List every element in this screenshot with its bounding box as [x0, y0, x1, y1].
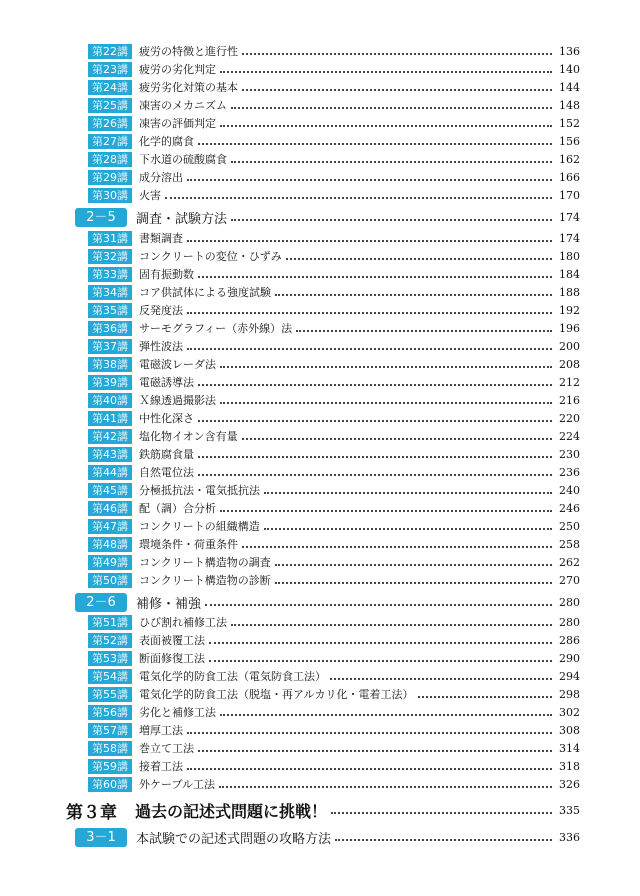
lecture-title: Ｘ線透過撮影法 [139, 394, 216, 407]
lecture-number: 第23講 [88, 62, 132, 77]
lecture-number: 第32講 [88, 249, 132, 264]
lecture-title: 表面被覆工法 [139, 634, 205, 647]
page-number: 326 [559, 777, 580, 791]
toc-chapter[interactable] [66, 798, 580, 822]
lecture-number: 第28講 [88, 152, 132, 167]
page-number: 192 [559, 303, 580, 317]
toc-entry[interactable] [88, 614, 580, 630]
page-number: 262 [559, 555, 580, 569]
toc-entry[interactable] [88, 758, 580, 774]
lecture-number: 第56講 [88, 705, 132, 720]
toc-entry[interactable] [88, 410, 580, 426]
lecture-title: 成分溶出 [139, 171, 183, 184]
leader-dots [209, 660, 552, 662]
toc-entry[interactable] [88, 632, 580, 648]
lecture-number: 第48講 [88, 537, 132, 552]
page-number: 208 [559, 357, 580, 371]
page-number: 136 [559, 44, 580, 58]
lecture-title: 鉄筋腐食量 [139, 448, 194, 461]
leader-dots [187, 732, 552, 734]
lecture-title: 接着工法 [139, 760, 183, 773]
leader-dots [335, 839, 552, 841]
lecture-title: 下水道の硫酸腐食 [139, 153, 227, 166]
page-number: 184 [559, 267, 580, 281]
leader-dots [275, 564, 552, 566]
lecture-title: 疲労の特徴と進行性 [139, 45, 238, 58]
lecture-number: 第53講 [88, 651, 132, 666]
lecture-title: 断面修復工法 [139, 652, 205, 665]
toc-entry[interactable] [88, 536, 580, 552]
leader-dots [242, 438, 552, 440]
lecture-number: 第43講 [88, 447, 132, 462]
lecture-title: 凍害の評価判定 [139, 117, 216, 130]
lecture-number: 第46講 [88, 501, 132, 516]
lecture-title: 中性化深さ [139, 412, 194, 425]
lecture-title: 塩化物イオン含有量 [139, 430, 238, 443]
toc-entry[interactable] [88, 722, 580, 738]
lecture-number: 第29講 [88, 170, 132, 185]
toc-entry[interactable] [88, 115, 580, 131]
page-number: 200 [559, 339, 580, 353]
toc-entry[interactable] [88, 428, 580, 444]
toc-entry[interactable] [88, 668, 580, 684]
toc-entry[interactable] [88, 374, 580, 390]
page-number: 240 [559, 483, 580, 497]
leader-dots [198, 143, 552, 145]
page-number: 174 [559, 210, 580, 224]
leader-dots [220, 366, 552, 368]
page-number: 318 [559, 759, 580, 773]
toc-entry[interactable] [88, 776, 580, 792]
leader-dots [165, 197, 552, 199]
leader-dots [331, 812, 552, 814]
page-number: 162 [559, 152, 580, 166]
toc-entry[interactable] [88, 572, 580, 588]
page-number: 336 [559, 830, 580, 844]
leader-dots [220, 714, 552, 716]
page-number: 144 [559, 80, 580, 94]
page-number: 170 [559, 188, 580, 202]
page-number: 148 [559, 98, 580, 112]
page-number: 140 [559, 62, 580, 76]
leader-dots [198, 384, 552, 386]
section-title: 本試験での記述式問題の攻略方法 [136, 831, 332, 847]
toc-section[interactable] [75, 207, 580, 227]
toc-entry[interactable] [88, 284, 580, 300]
leader-dots [209, 642, 552, 644]
lecture-title: 疲労劣化対策の基本 [139, 81, 238, 94]
lecture-title: 環境条件・荷重条件 [139, 538, 238, 551]
toc-entry[interactable] [88, 392, 580, 408]
lecture-title: 固有振動数 [139, 268, 194, 281]
leader-dots [418, 696, 552, 698]
toc-entry[interactable] [88, 446, 580, 462]
section-number: 3－1 [75, 828, 127, 847]
page-number: 280 [559, 595, 580, 609]
leader-dots [205, 604, 552, 606]
lecture-number: 第25講 [88, 98, 132, 113]
page-number: 314 [559, 741, 580, 755]
lecture-title: 化学的腐食 [139, 135, 194, 148]
toc-entry[interactable] [88, 704, 580, 720]
lecture-title: 劣化と補修工法 [139, 706, 216, 719]
lecture-number: 第59講 [88, 759, 132, 774]
page-number: 236 [559, 465, 580, 479]
toc-entry[interactable] [88, 97, 580, 113]
section-title: 調査・試験方法 [136, 211, 228, 227]
toc-entry[interactable] [88, 230, 580, 246]
leader-dots [187, 312, 552, 314]
page-number: 180 [559, 249, 580, 263]
toc-entry[interactable] [88, 464, 580, 480]
page-number: 156 [559, 134, 580, 148]
page-number: 250 [559, 519, 580, 533]
lecture-number: 第49講 [88, 555, 132, 570]
lecture-title: 火害 [139, 189, 161, 202]
lecture-number: 第34講 [88, 285, 132, 300]
lecture-number: 第47講 [88, 519, 132, 534]
lecture-number: 第30講 [88, 188, 132, 203]
page-number: 196 [559, 321, 580, 335]
section-number: 2－6 [75, 593, 127, 612]
lecture-title: コンクリートの組織構造 [139, 520, 260, 533]
page-number: 270 [559, 573, 580, 587]
lecture-number: 第60講 [88, 777, 132, 792]
leader-dots [242, 53, 552, 55]
leader-dots [231, 624, 552, 626]
leader-dots [198, 750, 552, 752]
lecture-number: 第41講 [88, 411, 132, 426]
toc-entry[interactable] [88, 740, 580, 756]
lecture-number: 第39講 [88, 375, 132, 390]
lecture-title: サーモグラフィー（赤外線）法 [139, 322, 293, 335]
leader-dots [296, 330, 552, 332]
leader-dots [275, 294, 552, 296]
lecture-number: 第57講 [88, 723, 132, 738]
toc-entry[interactable] [88, 356, 580, 372]
lecture-title: 電磁誘導法 [139, 376, 194, 389]
lecture-title: コンクリートの変位・ひずみ [139, 250, 282, 263]
lecture-title: コンクリート構造物の診断 [139, 574, 271, 587]
toc-section[interactable] [75, 827, 580, 847]
lecture-number: 第58講 [88, 741, 132, 756]
lecture-title: 巻立て工法 [139, 742, 194, 755]
lecture-number: 第54講 [88, 669, 132, 684]
toc-entry[interactable] [88, 266, 580, 282]
toc-entry[interactable] [88, 43, 580, 59]
lecture-title: 電気化学的防食工法（電気防食工法） [139, 670, 326, 683]
toc-entry[interactable] [88, 482, 580, 498]
page-number: 258 [559, 537, 580, 551]
lecture-number: 第27講 [88, 134, 132, 149]
section-number: 2－5 [75, 208, 127, 227]
lecture-number: 第24講 [88, 80, 132, 95]
lecture-number: 第40講 [88, 393, 132, 408]
toc-entry[interactable] [88, 248, 580, 264]
page-number: 280 [559, 615, 580, 629]
leader-dots [220, 510, 552, 512]
toc-entry[interactable] [88, 320, 580, 336]
toc-entry[interactable] [88, 79, 580, 95]
lecture-number: 第52講 [88, 633, 132, 648]
leader-dots [220, 402, 552, 404]
lecture-number: 第55講 [88, 687, 132, 702]
toc-entry[interactable] [88, 554, 580, 570]
leader-dots [187, 348, 552, 350]
page-number: 216 [559, 393, 580, 407]
toc-entry[interactable] [88, 518, 580, 534]
lecture-title: 凍害のメカニズム [139, 99, 227, 112]
page-number: 188 [559, 285, 580, 299]
toc-entry[interactable] [88, 133, 580, 149]
lecture-title: 電気化学的防食工法（脱塩・再アルカリ化・電着工法） [139, 688, 414, 701]
leader-dots [220, 71, 552, 73]
lecture-title: 疲労の劣化判定 [139, 63, 216, 76]
lecture-title: 電磁波レーダ法 [139, 358, 216, 371]
leader-dots [231, 161, 552, 163]
page-number: 246 [559, 501, 580, 515]
leader-dots [286, 258, 552, 260]
lecture-title: 配（調）合分析 [139, 502, 216, 515]
lecture-number: 第51講 [88, 615, 132, 630]
toc-entry[interactable] [88, 187, 580, 203]
page-number: 308 [559, 723, 580, 737]
toc-entry[interactable] [88, 151, 580, 167]
lecture-number: 第26講 [88, 116, 132, 131]
lecture-number: 第45講 [88, 483, 132, 498]
page-number: 166 [559, 170, 580, 184]
leader-dots [264, 528, 552, 530]
page-number: 212 [559, 375, 580, 389]
lecture-number: 第36講 [88, 321, 132, 336]
page-number: 298 [559, 687, 580, 701]
leader-dots [242, 546, 552, 548]
leader-dots [198, 420, 552, 422]
leader-dots [187, 768, 552, 770]
page-number: 302 [559, 705, 580, 719]
lecture-title: 分極抵抗法・電気抵抗法 [139, 484, 260, 497]
leader-dots [187, 240, 552, 242]
lecture-title: 書類調査 [139, 232, 183, 245]
leader-dots [187, 179, 552, 181]
lecture-number: 第33講 [88, 267, 132, 282]
page-number: 152 [559, 116, 580, 130]
lecture-title: 自然電位法 [139, 466, 194, 479]
leader-dots [330, 678, 552, 680]
lecture-number: 第38講 [88, 357, 132, 372]
lecture-title: ひび割れ補修工法 [139, 616, 227, 629]
page-number: 174 [559, 231, 580, 245]
leader-dots [198, 276, 552, 278]
chapter-number: 第３章 [66, 802, 117, 823]
page-number: 335 [559, 803, 580, 817]
toc-entry[interactable] [88, 61, 580, 77]
lecture-number: 第22講 [88, 44, 132, 59]
toc-entry[interactable] [88, 650, 580, 666]
lecture-title: 反発度法 [139, 304, 183, 317]
leader-dots [198, 474, 552, 476]
toc-entry[interactable] [88, 169, 580, 185]
lecture-number: 第44講 [88, 465, 132, 480]
lecture-number: 第31講 [88, 231, 132, 246]
toc-section[interactable] [75, 592, 580, 612]
leader-dots [231, 219, 552, 221]
page-number: 230 [559, 447, 580, 461]
page-number: 290 [559, 651, 580, 665]
leader-dots [264, 492, 552, 494]
section-title: 補修・補強 [136, 596, 202, 612]
toc-entry[interactable] [88, 302, 580, 318]
lecture-number: 第37講 [88, 339, 132, 354]
lecture-number: 第35講 [88, 303, 132, 318]
lecture-title: 外ケーブル工法 [139, 778, 216, 791]
chapter-title: 過去の記述式問題に挑戦！ [135, 801, 328, 821]
page-number: 286 [559, 633, 580, 647]
toc-entry[interactable] [88, 338, 580, 354]
lecture-title: コンクリート構造物の調査 [139, 556, 271, 569]
leader-dots [220, 125, 552, 127]
leader-dots [219, 786, 552, 788]
lecture-title: コア供試体による強度試験 [139, 286, 271, 299]
leader-dots [198, 456, 552, 458]
lecture-title: 弾性波法 [139, 340, 183, 353]
leader-dots [242, 89, 552, 91]
page-number: 224 [559, 429, 580, 443]
lecture-title: 増厚工法 [139, 724, 183, 737]
toc-entry[interactable] [88, 686, 580, 702]
lecture-number: 第50講 [88, 573, 132, 588]
lecture-number: 第42講 [88, 429, 132, 444]
leader-dots [231, 107, 552, 109]
page-number: 294 [559, 669, 580, 683]
toc-entry[interactable] [88, 500, 580, 516]
leader-dots [275, 582, 552, 584]
page-number: 220 [559, 411, 580, 425]
